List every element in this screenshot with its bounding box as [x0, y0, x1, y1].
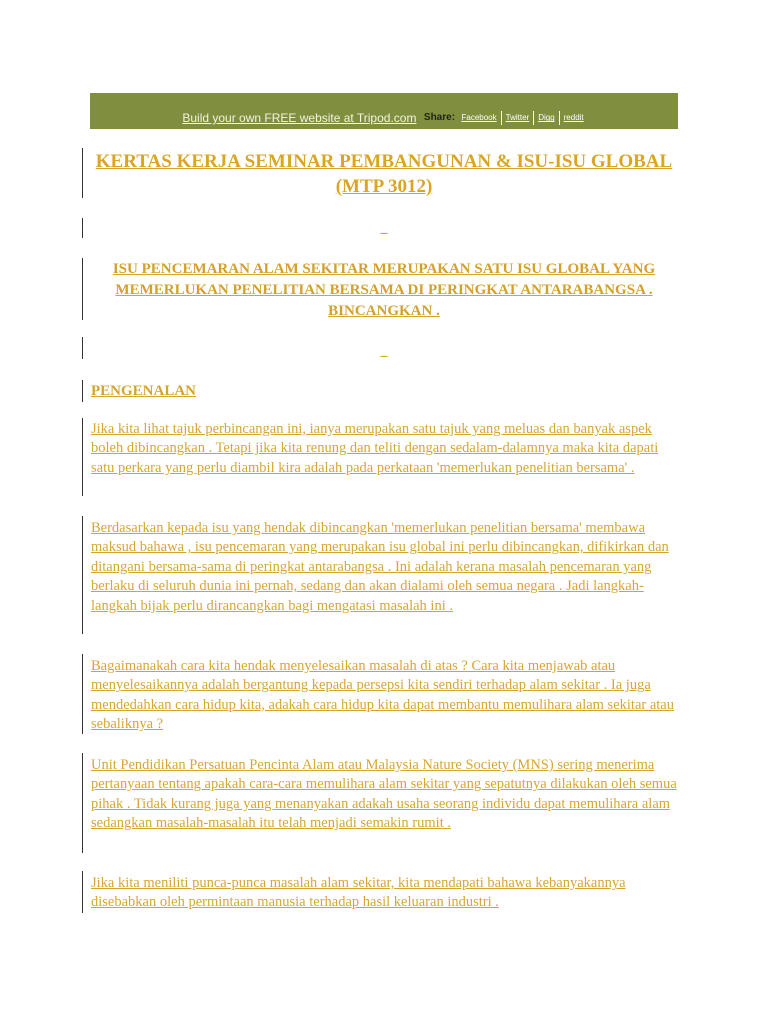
twitter-link[interactable]: Twitter: [505, 113, 530, 123]
margin-bar: [82, 258, 83, 320]
document-subtitle: ISU PENCEMARAN ALAM SEKITAR MERUPAKAN SATU ISU GLOBAL YANG MEMERLUKAN PENELITIAN BERSAMA DI PERINGKAT ANTARABANGSA . BINCANGKAN .: [112, 261, 656, 319]
margin-bar: [82, 418, 83, 496]
banner-content: [90, 109, 678, 127]
margin-bar: [82, 753, 83, 853]
paragraph: Unit Pendidikan Persatuan Pencinta Alam atau Malaysia Nature Society (MNS) sering menerima pertanyaan tentang apakah cara-cara memulihara alam sekitar yang sepatutnya dilakukan oleh semua pihak . Tidak kurang juga yang menanyakan adakah usaha seorang individu dapat memulihara alam sedangkan masalah-masalah itu telah menjadi semakin rumit .: [91, 757, 677, 832]
section-heading: PENGENALAN: [91, 383, 197, 399]
paragraph: Jika kita meniliti punca-punca masalah alam sekitar, kita mendapati bahawa kebanyakannya disebabkan oleh permintaan manusia terhadap hasil keluaran industri .: [91, 875, 626, 911]
margin-bar: [82, 380, 83, 402]
paragraph: Berdasarkan kepada isu yang hendak dibincangkan 'memerlukan penelitian bersama' membawa maksud bahawa , isu pencemaran yang merupakan isu global ini perlu dibincangkan, difikirkan dan ditangani bersama-sama di peringkat antarabangsa . Ini adalah kerana masalah pencemaran yang berlaku di seluruh dunia ini pernah, sedang dan akan dialami oleh semua negara . Jadi langkah-langkah bijak perlu dirancangkan bagi mengatasi masalah ini .: [91, 520, 669, 614]
tripod-banner: [90, 93, 678, 129]
facebook-link[interactable]: Facebook: [461, 113, 497, 123]
margin-bar: [82, 148, 83, 198]
reddit-link[interactable]: reddit: [563, 113, 584, 123]
paragraph: Bagaimanakah cara kita hendak menyelesaikan masalah di atas ? Cara kita menjawab atau menyelesaikannya adalah bergantung kepada persepsi kita sendiri terhadap alam sekitar . Ia juga mendedahkan cara hidup kita, adakah cara hidup kita dapat membantu memulihara alam sekitar atau sebaliknya ?: [91, 658, 674, 733]
margin-bar: [82, 516, 83, 634]
margin-bar: [82, 654, 83, 734]
margin-bar: [82, 218, 83, 238]
digg-link[interactable]: Digg: [538, 113, 555, 123]
link-separator: [501, 111, 502, 125]
link-separator: [559, 111, 560, 125]
paragraph: Jika kita lihat tajuk perbincangan ini, ianya merupakan satu tajuk yang meluas dan banyak aspek boleh dibincangkan . Tetapi jika kita renung dan teliti dengan sedalam-dalamnya maka kita dapati satu perkara yang perlu diambil kira adalah pada perkataan 'memerlukan penelitian bersama' .: [91, 421, 659, 476]
spacer-mark: _: [380, 221, 388, 236]
tripod-link[interactable]: Build your own FREE website at Tripod.com: [182, 110, 417, 125]
margin-bar: [82, 337, 83, 359]
margin-bar: [82, 871, 83, 913]
document-title: KERTAS KERJA SEMINAR PEMBANGUNAN & ISU-ISU GLOBAL (MTP 3012): [95, 151, 673, 197]
share-label: Share:: [423, 112, 456, 124]
link-separator: [533, 111, 534, 125]
spacer-mark: _: [380, 344, 388, 359]
